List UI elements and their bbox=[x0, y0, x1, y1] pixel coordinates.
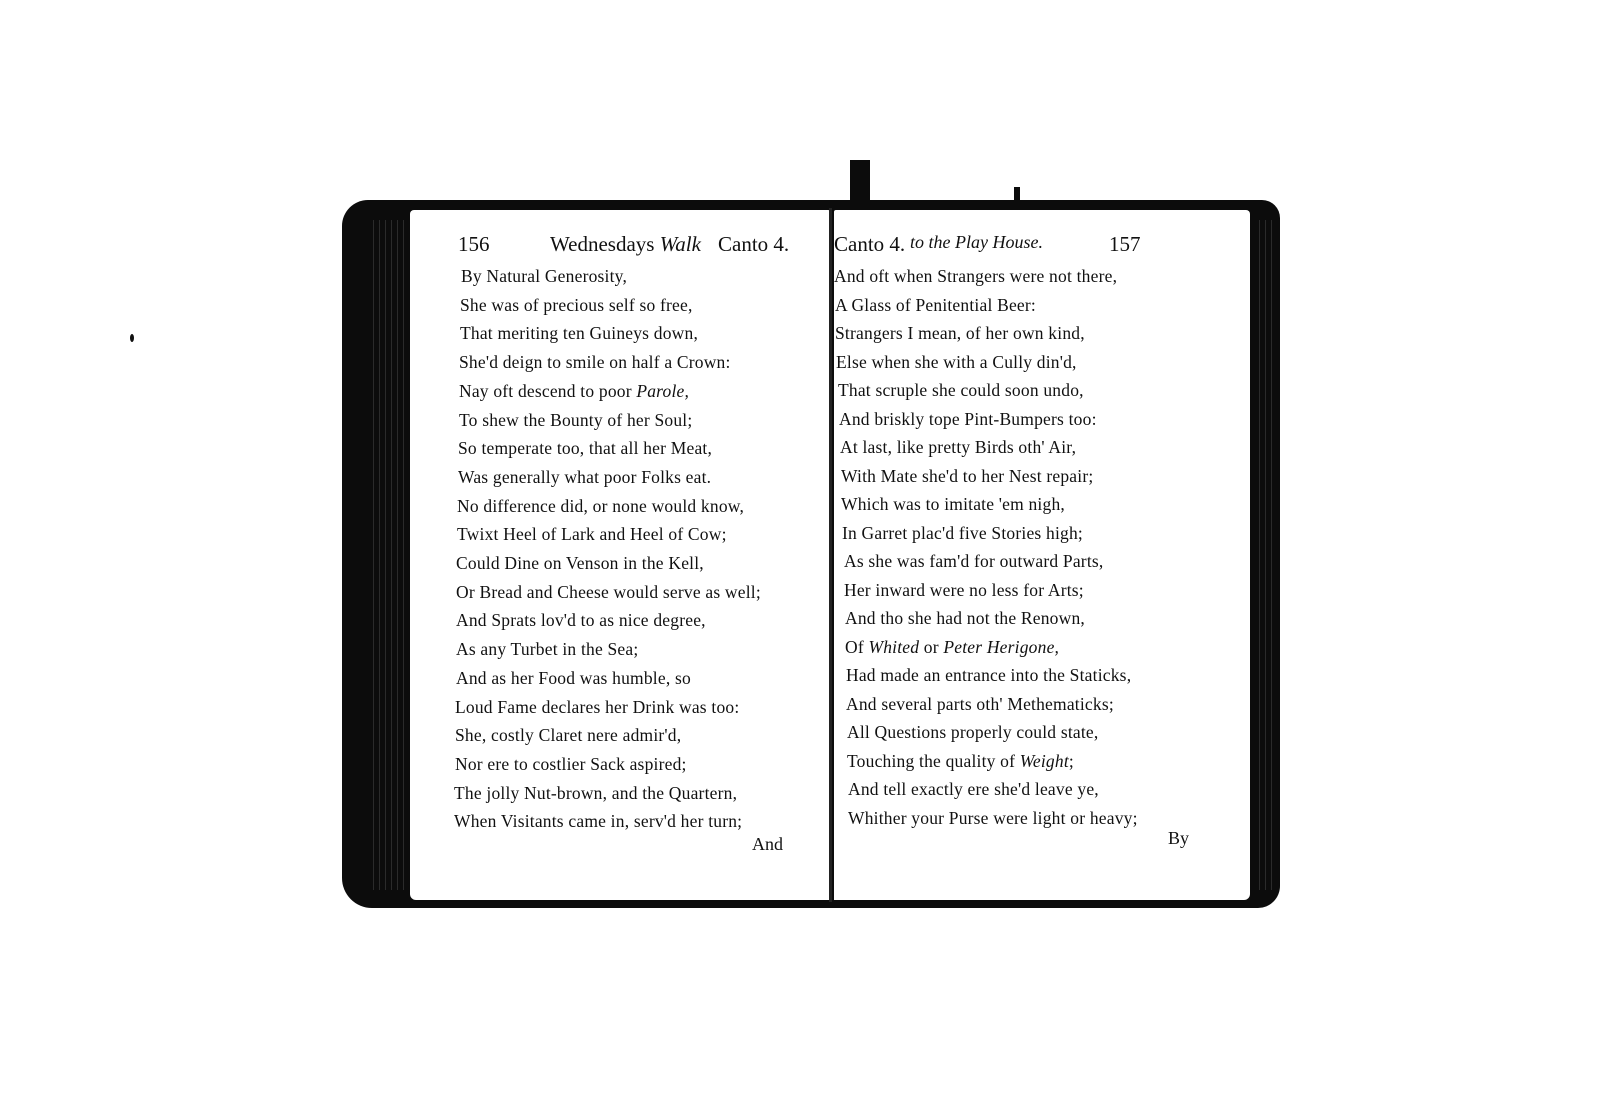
verse-line: She was of precious self so free, bbox=[460, 294, 693, 315]
page-number: 156 bbox=[458, 232, 490, 256]
verse-line: Her inward were no less for Arts; bbox=[844, 579, 1084, 600]
verse-line: And as her Food was humble, so bbox=[456, 667, 691, 688]
verse-line: And several parts oth' Methematicks; bbox=[846, 693, 1114, 714]
verse-line: And tho she had not the Renown, bbox=[845, 608, 1085, 628]
verse-line: The jolly Nut-brown, and the Quartern, bbox=[454, 782, 738, 803]
verse-text: or bbox=[919, 636, 944, 657]
running-title: to the Play House. bbox=[910, 232, 1043, 252]
canto-label: Canto 4. bbox=[718, 232, 790, 256]
gutter bbox=[829, 208, 832, 902]
verse-line: She'd deign to smile on half a Crown: bbox=[459, 352, 731, 373]
verse-line: Twixt Heel of Lark and Heel of Cow; bbox=[457, 524, 727, 545]
running-title bbox=[550, 232, 701, 257]
verse-line: At last, like pretty Birds oth' Air, bbox=[840, 437, 1077, 457]
verse-line: All Questions properly could state, bbox=[847, 722, 1099, 742]
verse-line: Whither your Purse were light or heavy; bbox=[848, 807, 1138, 828]
left-page bbox=[410, 210, 830, 900]
verse-line: Loud Fame declares her Drink was too: bbox=[455, 696, 740, 717]
verse-line: When Visitants came in, serv'd her turn; bbox=[454, 811, 743, 832]
verse-line: With Mate she'd to her Nest repair; bbox=[841, 465, 1094, 486]
verse-line: Or Bread and Cheese would serve as well; bbox=[456, 581, 761, 602]
verse-line: To shew the Bounty of her Soul; bbox=[459, 409, 693, 430]
scan-speck bbox=[130, 334, 134, 342]
verse-line: And tell exactly ere she'd leave ye, bbox=[848, 779, 1099, 799]
right-page bbox=[834, 210, 1250, 900]
page-edges-right bbox=[1254, 220, 1274, 890]
verse-text: Of bbox=[845, 636, 869, 657]
verse-line: Strangers I mean, of her own kind, bbox=[835, 323, 1085, 343]
verse-line: That scruple she could soon undo, bbox=[838, 380, 1084, 400]
verse-line: As any Turbet in the Sea; bbox=[456, 639, 639, 660]
verse-line: Was generally what poor Folks eat. bbox=[458, 466, 712, 487]
verse-line bbox=[459, 381, 689, 402]
verse-text: Touching the quality of bbox=[847, 750, 1020, 771]
verse-line bbox=[847, 751, 1074, 772]
running-title-text: Wednesdays bbox=[550, 232, 655, 256]
verse-text: Nay oft descend to poor bbox=[459, 380, 637, 401]
verse-line bbox=[845, 637, 1059, 658]
verse-italic: Weight bbox=[1019, 750, 1069, 771]
verse-line: And briskly tope Pint-Bumpers too: bbox=[839, 408, 1097, 429]
verse-line: That meriting ten Guineys down, bbox=[460, 323, 699, 344]
verse-line: Nor ere to costlier Sack aspired; bbox=[455, 753, 687, 774]
verse-line: Had made an entrance into the Staticks, bbox=[846, 665, 1132, 685]
verse-line: A Glass of Penitential Beer: bbox=[835, 294, 1036, 315]
verse-line: Which was to imitate 'em nigh, bbox=[841, 494, 1065, 514]
verse-line: And oft when Strangers were not there, bbox=[834, 266, 1118, 286]
page-number: 157 bbox=[1109, 232, 1141, 256]
verse-line: And Sprats lov'd to as nice degree, bbox=[456, 610, 706, 631]
left-page-header bbox=[410, 232, 830, 262]
catchword: And bbox=[752, 834, 783, 854]
verse-line: By Natural Generosity, bbox=[461, 266, 628, 286]
verse-line: As she was fam'd for outward Parts, bbox=[844, 551, 1104, 571]
verse-italic: Whited bbox=[868, 636, 920, 657]
verse-line: In Garret plac'd five Stories high; bbox=[842, 522, 1083, 543]
verse-text: ; bbox=[1068, 750, 1074, 771]
verse-line: Else when she with a Cully din'd, bbox=[836, 351, 1077, 372]
page-edges-left bbox=[368, 220, 404, 890]
verse-line: She, costly Claret nere admir'd, bbox=[455, 725, 682, 746]
verse-italic: Peter Herigone, bbox=[943, 636, 1060, 657]
catchword: By bbox=[1168, 828, 1190, 848]
right-page-header bbox=[834, 232, 1250, 262]
verse-line: So temperate too, that all her Meat, bbox=[458, 438, 713, 459]
verse-line: Could Dine on Venson in the Kell, bbox=[456, 553, 704, 573]
verse-line: No difference did, or none would know, bbox=[457, 495, 745, 516]
canto-label: Canto 4. bbox=[834, 232, 906, 256]
verse-italic: Parole, bbox=[636, 380, 690, 401]
running-title-italic: Walk bbox=[659, 232, 701, 256]
